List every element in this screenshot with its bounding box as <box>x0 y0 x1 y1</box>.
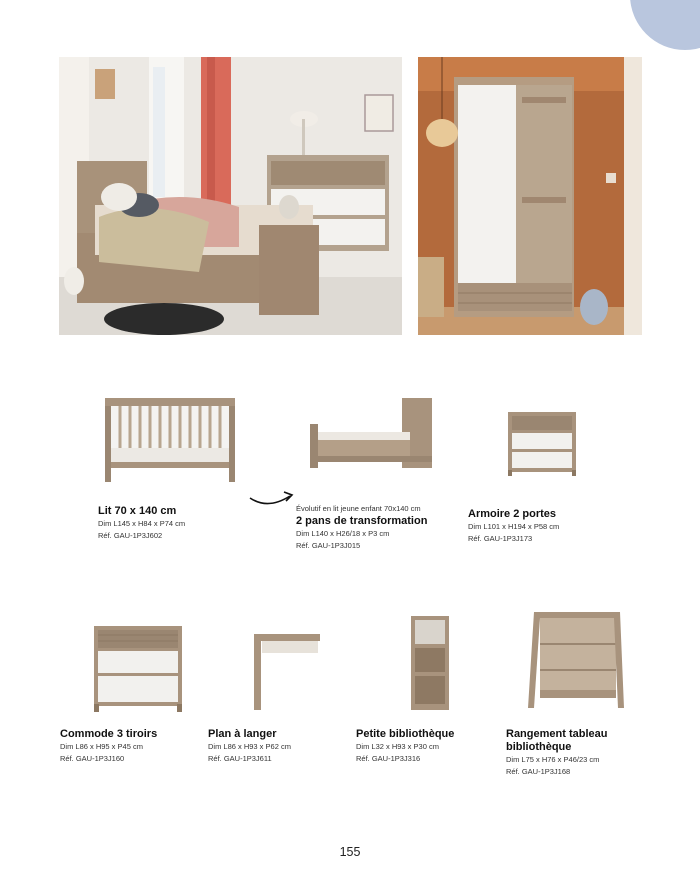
product-intro: Évolutif en lit jeune enfant 70x140 cm <box>296 504 421 513</box>
dresser-image <box>92 624 184 712</box>
product-reference: Réf. GAU-1P3J015 <box>296 541 361 550</box>
bedroom-photo <box>59 57 402 335</box>
product-reference: Réf. GAU-1P3J168 <box>506 767 571 776</box>
product-dimensions: Dim L32 x H93 x P30 cm <box>356 742 439 751</box>
product-dimensions: Dim L86 x H95 x P45 cm <box>60 742 143 751</box>
product-crib <box>98 505 248 542</box>
wardrobe-image <box>506 410 578 476</box>
product-reference: Réf. GAU-1P3J316 <box>356 754 421 763</box>
product-title-line-2: bibliothèque <box>506 741 572 753</box>
product-display-bookcase <box>506 728 666 778</box>
product-title: Lit 70 x 140 cm <box>98 505 177 517</box>
wardrobe-photo <box>418 57 642 335</box>
changing-table-image <box>252 632 322 712</box>
corner-decoration <box>630 0 700 50</box>
product-dimensions: Dim L145 x H84 x P74 cm <box>98 519 186 528</box>
product-dimensions: Dim L75 x H76 x P46/23 cm <box>506 755 600 764</box>
product-reference: Réf. GAU-1P3J602 <box>98 531 163 540</box>
arrow-icon <box>248 488 296 508</box>
product-reference: Réf. GAU-1P3J611 <box>208 754 272 763</box>
product-title: 2 pans de transformation <box>296 515 428 527</box>
product-dimensions: Dim L140 x H26/18 x P3 cm <box>296 529 390 538</box>
product-title: Commode 3 tiroirs <box>60 728 158 740</box>
product-reference: Réf. GAU-1P3J173 <box>468 534 533 543</box>
small-bookcase-image <box>409 614 451 712</box>
product-reference: Réf. GAU-1P3J160 <box>60 754 125 763</box>
product-transformation-kit <box>296 503 466 552</box>
product-dimensions: Dim L101 x H194 x P58 cm <box>468 522 560 531</box>
product-dresser <box>60 728 200 765</box>
toddler-bed-image <box>306 396 436 470</box>
product-title: Plan à langer <box>208 728 277 740</box>
display-bookcase-image <box>526 610 626 714</box>
product-small-bookcase <box>356 728 496 765</box>
product-dimensions: Dim L86 x H93 x P62 cm <box>208 742 291 751</box>
product-wardrobe <box>468 508 638 545</box>
product-title: Petite bibliothèque <box>356 728 455 740</box>
product-title: Rangement tableau <box>506 728 608 740</box>
product-changing-table <box>208 728 348 765</box>
crib-image <box>102 394 238 486</box>
page-number: 155 <box>339 845 361 859</box>
product-title: Armoire 2 portes <box>468 508 557 520</box>
